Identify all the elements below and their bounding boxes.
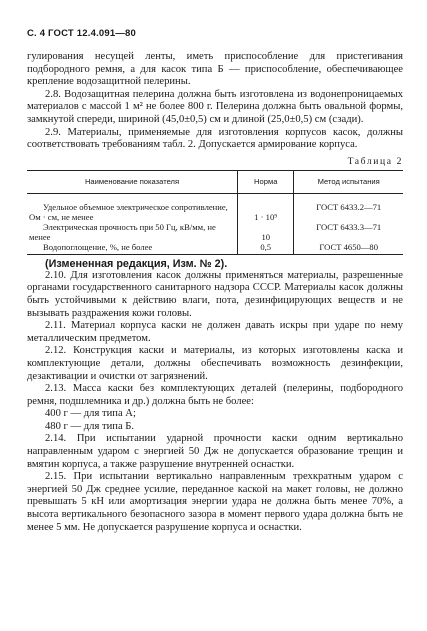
row-norm: 1 · 10⁹ — [238, 193, 294, 222]
paragraph-continuation: гулирования несущей ленты, иметь приспособление для пристегивания подбородного ремня, а для касок типа Б — приспособление, обеспечивающее крепление водозащитной пелерины. — [27, 51, 403, 88]
table-row — [27, 242, 403, 255]
row-indicator: Электрическая прочность при 50 Гц, кВ/мм, не менее — [27, 222, 238, 242]
row-norm: 0,5 — [238, 242, 294, 255]
row-method: ГОСТ 4650—80 — [294, 242, 403, 255]
paragraph-2-8: 2.8. Водозащитная пелерина должна быть изготовлена из водонепроницаемых материалов с массой 1 м² не более 800 г. Пелерина должна быть овальной формы, замкнутой спереди, шириной (45,0±0,5) см и длиной (25,0±0,5) см (сзади). — [27, 88, 403, 125]
page-header: С. 4 ГОСТ 12.4.091—80 — [27, 28, 137, 39]
paragraph-2-13: 2.13. Масса каски без комплектующих деталей (пелерины, подбородного ремня, подшлемника и др.) должна быть не более: — [27, 383, 403, 407]
row-indicator: Водопоглощение, %, не более — [27, 242, 238, 255]
amendment-note: (Измененная редакция, Изм. № 2). — [45, 257, 228, 270]
paragraph-2-12: 2.12. Конструкция каски и материалы, из которых изготовлены каска и комплектующие детали, должны обеспечивать возможность дезинфекции, дезактивации и очистки от загрязнений. — [27, 345, 403, 382]
paragraph-2-9: 2.9. Материалы, применяемые для изготовления корпусов касок, должны соответствовать требованиям табл. 2. Допускается армирование корпуса. — [27, 126, 403, 151]
table-title: Таблица 2 — [347, 155, 403, 167]
row-indicator: Удельное объемное электрическое сопротивление, Ом · см, не менее — [27, 193, 238, 222]
paragraph-2-15: 2.15. При испытании вертикально направленным трехкратным ударом с энергией 50 Дж среднее усилие, переданное каской на макет головы, не должно превышать 5 кН или амортизация энергии удара не должна быть менее 70%, а высота вертикального безопасного зазора в момент первого удара должна быть не менее 5 мм. Не допускается разрушение корпуса и оснастки. — [27, 471, 403, 533]
table-header-row — [27, 170, 403, 193]
table-row — [27, 222, 403, 242]
row-method: ГОСТ 6433.2—71 — [316, 201, 382, 212]
mass-type-a: 400 г — для типа А; — [45, 408, 136, 420]
row-norm: 10 — [238, 222, 294, 242]
row-method: ГОСТ 6433.3—71 — [316, 221, 382, 232]
paragraph-2-14: 2.14. При испытании ударной прочности каски одним вертикально направленным ударом с энергией 50 Дж не допускается образование трещин и вмятин корпуса, а также разрушение внутренней оснастки. — [27, 433, 403, 470]
requirements-table — [27, 170, 403, 255]
table-row — [27, 193, 403, 222]
header-indicator: Наименование показателя — [27, 170, 238, 193]
header-norm: Норма — [238, 170, 294, 193]
paragraph-2-11: 2.11. Материал корпуса каски не должен давать искры при ударе по нему металлическим предметом. — [27, 320, 403, 344]
mass-type-b: 480 г — для типа Б. — [45, 420, 135, 432]
header-method: Метод испытания — [294, 170, 403, 193]
paragraph-2-10: 2.10. Для изготовления касок должны применяться материалы, разрешенные органами государственного санитарного надзора СССР. Материалы касок должны быть устойчивыми к действию влаги, пота, дезинфицирующих веществ и не вызывать раздражения кожи головы. — [27, 269, 403, 319]
